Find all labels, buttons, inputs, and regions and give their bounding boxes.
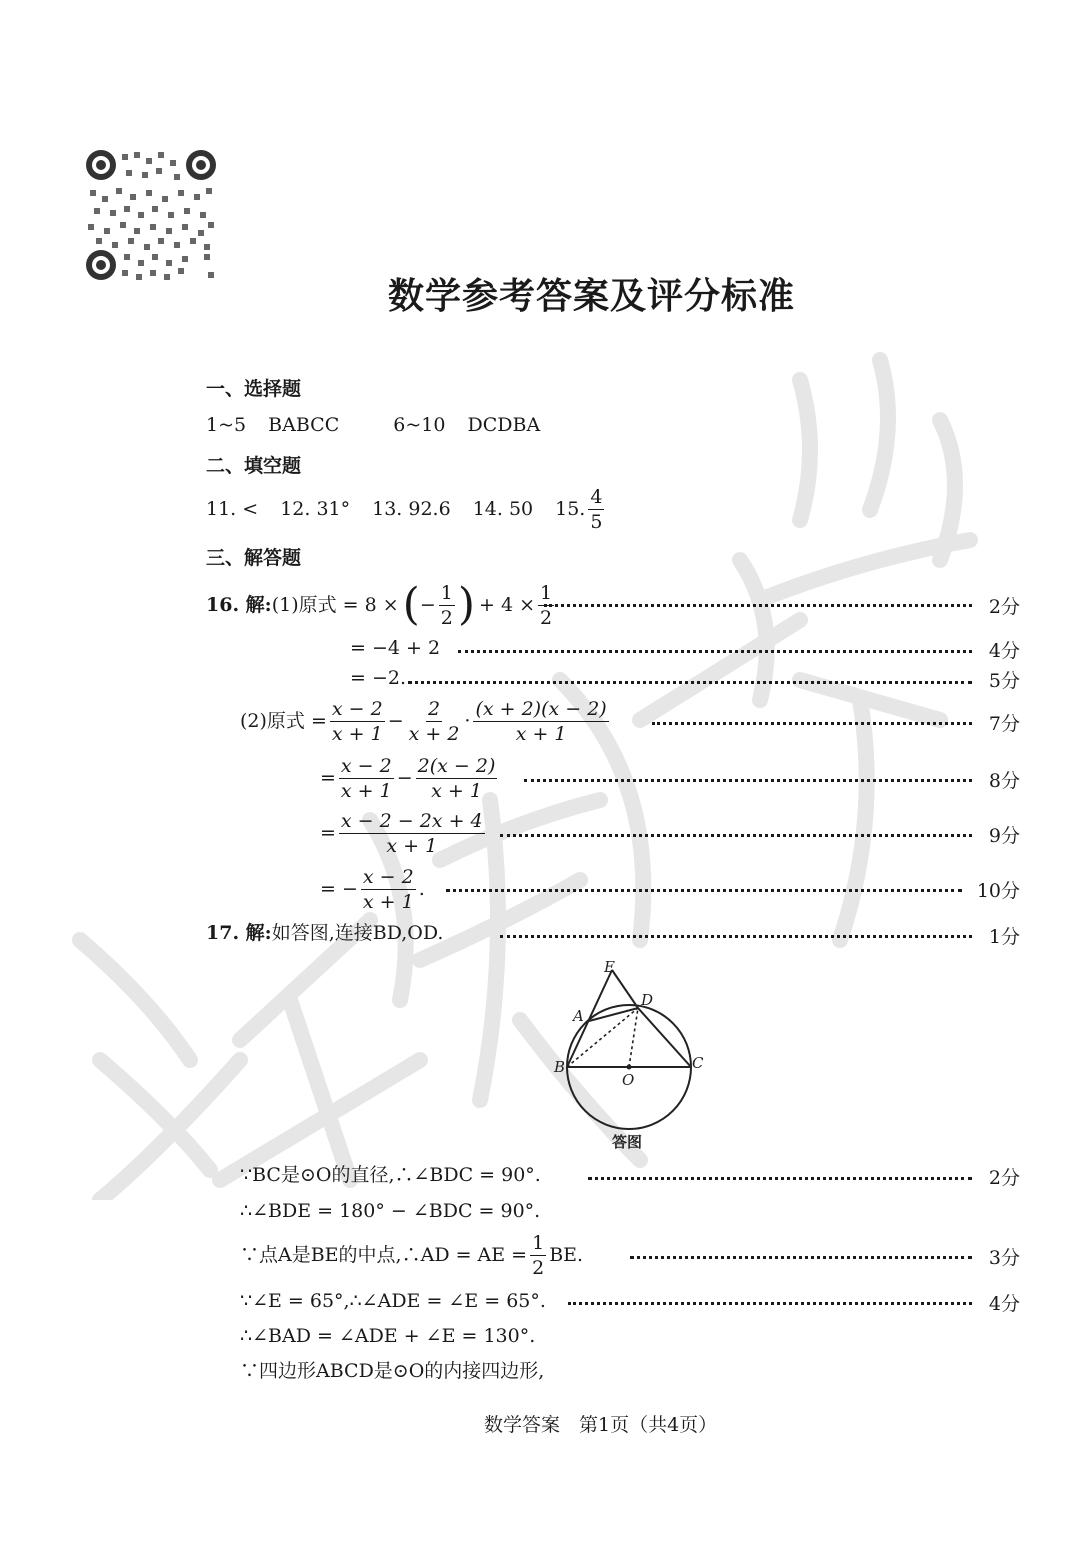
dotted-leader: [524, 779, 972, 782]
q16-label: 16. 解:: [206, 594, 272, 616]
label-d: D: [641, 991, 654, 1009]
fraction-denominator: 2: [440, 606, 453, 629]
q16-part1-prefix: (1)原式 = 8 ×: [271, 594, 399, 616]
center-point: [627, 1065, 632, 1070]
q16-part2-line-1: [240, 696, 612, 746]
q16p2-line4-fraction: [361, 865, 416, 914]
fraction-numerator: 4: [590, 485, 603, 508]
q16-part2-line-3: [320, 808, 488, 858]
q17-line-2: ∵BC是⊙O的直径,∴∠BDC = 90°.: [240, 1164, 541, 1186]
fraction-denominator: x + 2: [408, 722, 460, 745]
answer-15-fraction: [588, 485, 604, 534]
q16-line-2: = −4 + 2: [350, 637, 441, 659]
score-q16-step4: 7分: [988, 713, 1020, 735]
fraction-numerator: 1: [540, 581, 553, 604]
q16-part2-prefix: (2)原式 =: [240, 710, 327, 732]
q17-line4-prefix: ∵点A是BE的中点,∴AD = AE =: [240, 1244, 528, 1266]
score-q17-step2: 2分: [988, 1167, 1020, 1189]
dotted-leader: [630, 1256, 972, 1259]
q17-line-1: [206, 922, 443, 944]
score-q16-step2: 4分: [988, 640, 1020, 662]
answer-15-label: 15.: [555, 498, 586, 520]
minus-sign: −: [387, 710, 404, 732]
right-paren: ): [457, 579, 476, 630]
dotted-leader: [500, 834, 972, 837]
score-q16-step3: 5分: [988, 670, 1020, 692]
choice-answers-row: [206, 414, 540, 436]
q16p2-fraction-1: [330, 697, 385, 746]
dotted-leader: [588, 1177, 972, 1180]
segment-od: [629, 1008, 638, 1067]
fill-answers-row: [206, 484, 607, 534]
answer-11: 11. <: [206, 498, 259, 520]
score-q17-step3: 3分: [988, 1247, 1020, 1269]
negative-sign: −: [419, 594, 436, 616]
fraction-denominator: 5: [590, 510, 603, 533]
dotted-leader: [446, 889, 962, 892]
score-q16-step1: 2分: [988, 596, 1020, 618]
label-o: O: [622, 1071, 635, 1089]
fraction-denominator: 2: [540, 606, 553, 629]
q17-line-4: [240, 1230, 583, 1280]
figure-caption: 答图: [612, 1133, 643, 1151]
fraction-denominator: x + 1: [340, 779, 392, 802]
fraction-denominator: x + 1: [386, 834, 438, 857]
section-heading-solve: 三、解答题: [206, 547, 302, 569]
score-q16-step7: 10分: [976, 880, 1020, 902]
score-q17-step1: 1分: [988, 926, 1020, 948]
label-c: C: [692, 1054, 704, 1072]
q16-mid-term: + 4 ×: [479, 594, 536, 616]
fraction-numerator: 2(x − 2): [417, 754, 496, 777]
fraction-denominator: 2: [532, 1256, 545, 1279]
choice-range-label-2: 6~10: [393, 414, 446, 436]
fraction-denominator: x + 1: [515, 722, 567, 745]
dotted-leader: [568, 1302, 972, 1305]
page-title: 数学参考答案及评分标准: [388, 276, 796, 317]
q17-label: 17. 解:: [206, 922, 272, 944]
fraction-denominator: x + 1: [431, 779, 482, 802]
fraction-numerator: (x + 2)(x − 2): [475, 697, 607, 720]
q16p2-line2-fraction-2: [416, 754, 498, 803]
q17-line-7: ∵四边形ABCD是⊙O的内接四边形,: [240, 1360, 545, 1382]
section-heading-fill: 二、填空题: [206, 455, 302, 477]
q17-line-6: ∴∠BAD = ∠ADE + ∠E = 130°.: [240, 1325, 536, 1347]
fraction-numerator: 1: [440, 581, 453, 604]
minus-sign: −: [396, 767, 413, 789]
q16-line-3: = −2.: [350, 667, 407, 689]
score-q17-step4: 4分: [988, 1293, 1020, 1315]
qr-code: [86, 150, 216, 280]
fraction-numerator: x − 2: [331, 697, 383, 720]
label-e: E: [604, 958, 615, 976]
fraction-denominator: x + 1: [331, 722, 383, 745]
q16-part2-line-4: [320, 864, 425, 914]
dotted-leader: [500, 935, 972, 938]
section-heading-choice: 一、选择题: [206, 378, 302, 400]
answer-12: 12. 31°: [280, 498, 351, 520]
fraction-numerator: 1: [532, 1231, 545, 1254]
label-b: B: [554, 1058, 566, 1076]
q16-line-1: [206, 578, 557, 632]
q17-line-3: ∴∠BDE = 180° − ∠BDC = 90°.: [240, 1200, 541, 1222]
choice-range-label-1: 1~5: [206, 414, 247, 436]
q16p2-fraction-3: [473, 697, 608, 746]
score-q16-step6: 9分: [988, 825, 1020, 847]
geometry-figure: [546, 955, 716, 1155]
dotted-leader: [458, 650, 972, 653]
fraction-numerator: x − 2 − 2x + 4: [340, 809, 483, 832]
q17-intro: 如答图,连接BD,OD.: [271, 922, 444, 944]
score-q16-step5: 8分: [988, 770, 1020, 792]
multiply-dot: ·: [464, 710, 471, 732]
q16-fraction-1: [439, 581, 455, 630]
choice-answers-2: DCDBA: [467, 414, 541, 436]
fraction-numerator: x − 2: [362, 865, 414, 888]
q17-line-5: ∵∠E = 65°,∴∠ADE = ∠E = 65°.: [240, 1290, 546, 1312]
fraction-numerator: 2: [427, 697, 441, 720]
answer-13: 13. 92.6: [372, 498, 451, 520]
segment-ed: [612, 970, 638, 1008]
fraction-numerator: x − 2: [340, 754, 392, 777]
fraction-denominator: x + 1: [362, 890, 414, 913]
answer-14: 14. 50: [472, 498, 534, 520]
q16p2-line3-fraction: [339, 809, 485, 858]
q16-part2-line-2: [320, 753, 500, 803]
dotted-leader: [544, 604, 972, 607]
q16p2-line2-fraction-1: [339, 754, 394, 803]
q16p2-fraction-2: [407, 697, 462, 746]
q17-half-fraction: [530, 1231, 546, 1280]
q17-line4-suffix: BE.: [549, 1244, 584, 1266]
period: .: [418, 878, 425, 900]
equals-minus: = −: [320, 878, 358, 900]
left-paren: (: [402, 579, 420, 630]
equals-sign: =: [320, 822, 336, 844]
dotted-leader: [652, 722, 972, 725]
dotted-leader: [408, 681, 972, 684]
label-a: A: [573, 1007, 584, 1025]
equals-sign: =: [320, 767, 336, 789]
page-footer: 数学答案 第1页（共4页）: [484, 1414, 718, 1436]
choice-answers-1: BABCC: [268, 414, 340, 436]
